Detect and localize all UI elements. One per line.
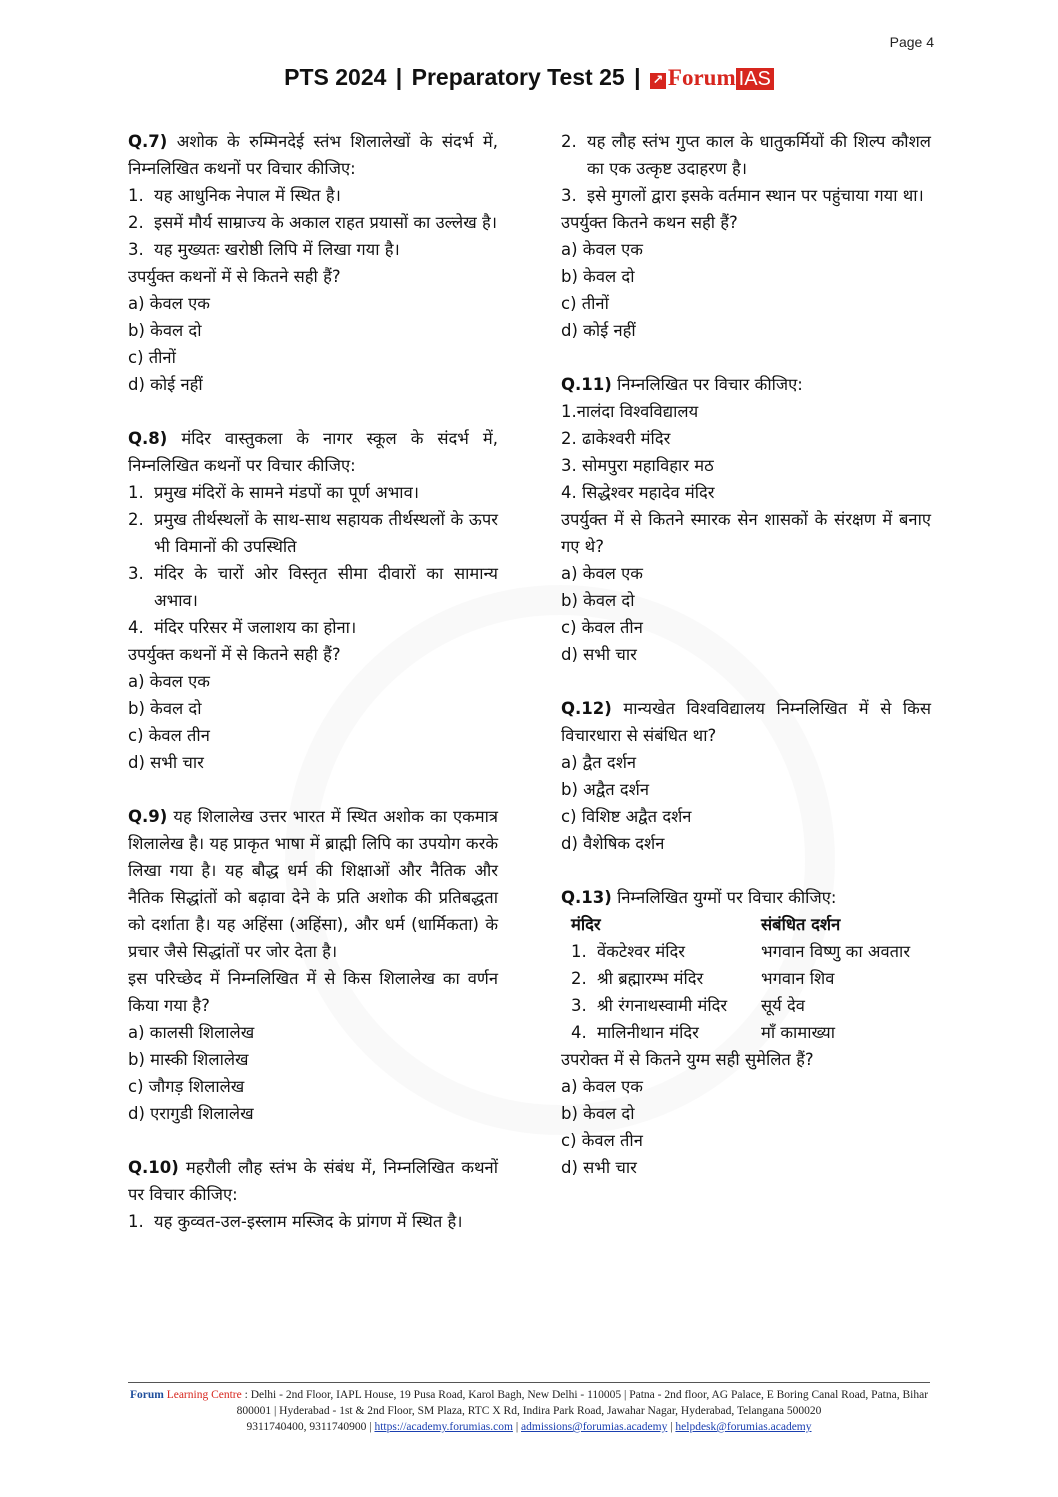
header-title-part2: Preparatory Test 25 (411, 64, 625, 90)
table-row: 2. श्री ब्रह्मारम्भ मंदिर भगवान शिव (571, 969, 835, 988)
question-stem: यह शिलालेख उत्तर भारत में स्थित अशोक का एकमात्र शिलालेख है। यह प्राकृत भाषा में ब्राह्मी लिपि का उपयोग करके लिखा गया है। यह बौद्ध धर्म की शिक्षाओं और नैतिक और नैतिक सिद्धांतों को बढ़ावा देने के प्रति अशोक की प्रतिबद्धता को दर्शाता है। यह अहिंसा (अहिंसा), और धर्म (धार्मिकता) के प्रचार जैसे सिद्धांतों पर जोर देता है। (128, 807, 498, 961)
option-c: c) केवल तीन (128, 726, 210, 745)
option-d: d) एरागुडी शिलालेख (128, 1104, 254, 1123)
table-row: 1. वेंकटेश्वर मंदिर भगवान विष्णु का अवतार (571, 942, 911, 961)
left-column (128, 128, 498, 1262)
footer-phones: 9311740400, 9311740900 | (246, 1421, 372, 1433)
question-stem: मंदिर वास्तुकला के नागर स्कूल के संदर्भ में, निम्नलिखित कथनों पर विचार कीजिए: (128, 429, 498, 475)
logo-word: Forum (667, 65, 736, 90)
question-stem: निम्नलिखित युग्मों पर विचार कीजिए: (617, 888, 837, 907)
page-header (0, 64, 1058, 91)
column-header-temple: मंदिर (571, 915, 601, 934)
question-stem: निम्नलिखित पर विचार कीजिए: (617, 375, 803, 394)
option-d: d) कोई नहीं (128, 375, 203, 394)
question-number: Q.11) (561, 375, 612, 394)
statement: 2. प्रमुख तीर्थस्थलों के साथ-साथ सहायक तीर्थस्थलों के ऊपर भी विमानों की उपस्थिति (128, 510, 498, 556)
statement: 2. यह लौह स्तंभ गुप्त काल के धातुकर्मियों की शिल्प कौशल का एक उत्कृष्ट उदाहरण है। (561, 132, 931, 178)
question-number: Q.10) (128, 1158, 179, 1177)
option-d: d) वैशेषिक दर्शन (561, 834, 665, 853)
option-b: b) केवल दो (128, 321, 202, 340)
question-ask: उपर्युक्त में से कितने स्मारक सेन शासकों के संरक्षण में बनाए गए थे? (561, 510, 931, 556)
list-item: 3. सोमपुरा महाविहार मठ (561, 456, 714, 475)
list-item: 2. ढाकेश्वरी मंदिर (561, 429, 671, 448)
option-d: d) कोई नहीं (561, 321, 636, 340)
question-stem: महरौली लौह स्तंभ के संबंध में, निम्नलिखित कथनों पर विचार कीजिए: (128, 1158, 498, 1204)
forumias-logo (650, 65, 774, 91)
question-ask: उपर्युक्त कथनों में से कितने सही हैं? (128, 267, 341, 286)
footer-address: : Delhi - 2nd Floor, IAPL House, 19 Pusa Road, Karol Bagh, New Delhi - 110005 | Patna - 2nd floor, AG Palace, E Boring Canal Road, Patna, Bihar 800001 | Hyderabad - 1st & 2nd Floor, SM Plaza, RTC X Rd, Indira Park Road, Jawahar Nagar, Hyderabad, Telangana 500020 (236, 1389, 929, 1417)
statement: 1. प्रमुख मंदिरों के सामने मंडपों का पूर्ण अभाव। (128, 483, 420, 502)
question-ask: उपर्युक्त कथनों में से कितने सही हैं? (128, 645, 341, 664)
statement: 3. यह मुख्यतः खरोष्ठी लिपि में लिखा गया है। (128, 240, 400, 259)
option-a: a) केवल एक (128, 672, 210, 691)
statement: 4. मंदिर परिसर में जलाशय का होना। (128, 618, 357, 637)
question-number: Q.8) (128, 429, 168, 448)
option-a: a) केवल एक (561, 1077, 643, 1096)
question-7 (128, 128, 498, 398)
table-row: 3. श्री रंगनाथस्वामी मंदिर सूर्य देव (571, 996, 805, 1015)
question-number: Q.12) (561, 699, 612, 718)
option-a: a) द्वैत दर्शन (561, 753, 637, 772)
option-d: d) सभी चार (561, 645, 637, 664)
option-a: a) केवल एक (128, 294, 210, 313)
option-c: c) केवल तीन (561, 618, 643, 637)
question-9 (128, 803, 498, 1127)
header-separator: | (634, 64, 641, 90)
footer-brand: Forum (129, 1389, 164, 1401)
option-c: c) विशिष्ट अद्वैत दर्शन (561, 807, 692, 826)
option-b: b) केवल दो (561, 267, 635, 286)
question-11 (561, 371, 931, 668)
arrow-up-right-icon: ↗ (650, 73, 666, 89)
question-ask: उपरोक्त में से कितने युग्म सही सुमेलित हैं? (561, 1050, 814, 1069)
question-number: Q.7) (128, 132, 168, 151)
option-b: b) अद्वैत दर्शन (561, 780, 650, 799)
list-item: 4. सिद्धेश्वर महादेव मंदिर (561, 483, 715, 502)
column-header-philosophy: संबंधित दर्शन (761, 915, 841, 934)
admissions-email-link[interactable]: admissions@forumias.academy (521, 1421, 668, 1433)
option-a: a) केवल एक (561, 564, 643, 583)
header-separator: | (395, 64, 403, 90)
option-d: d) सभी चार (128, 753, 204, 772)
question-10-part1 (128, 1154, 498, 1235)
question-10-part2 (561, 128, 931, 344)
pairs-table (571, 911, 911, 1046)
question-number: Q.13) (561, 888, 612, 907)
question-ask: उपर्युक्त कितने कथन सही हैं? (561, 213, 738, 232)
option-b: b) केवल दो (561, 1104, 635, 1123)
option-c: c) जौगड़ शिलालेख (128, 1077, 245, 1096)
question-12 (561, 695, 931, 857)
statement: 3. इसे मुगलों द्वारा इसके वर्तमान स्थान पर पहुंचाया गया था। (561, 186, 924, 205)
option-c: c) केवल तीन (561, 1131, 643, 1150)
option-c: c) तीनों (561, 294, 609, 313)
page-number: Page 4 (889, 34, 934, 50)
question-ask: इस परिच्छेद में निम्नलिखित में से किस शिलालेख का वर्णन किया गया है? (128, 969, 498, 1015)
table-row: 4. मालिनीथान मंदिर माँ कामाख्या (571, 1023, 835, 1042)
option-b: b) केवल दो (128, 699, 202, 718)
statement: 2. इसमें मौर्य साम्राज्य के अकाल राहत प्रयासों का उल्लेख है। (128, 213, 497, 232)
helpdesk-email-link[interactable]: helpdesk@forumias.academy (675, 1421, 812, 1433)
option-b: b) केवल दो (561, 591, 635, 610)
right-column (561, 128, 931, 1208)
website-link[interactable]: https://academy.forumias.com (374, 1421, 513, 1433)
question-number: Q.9) (128, 807, 168, 826)
option-b: b) मास्की शिलालेख (128, 1050, 249, 1069)
page-footer: Forum Learning Centre : Delhi - 2nd Floor, IAPL House, 19 Pusa Road, Karol Bagh, New Delhi - 110005 | Patna - 2nd floor, AG Palace, E Boring Canal Road, Patna, Bihar 800001 | Hyderabad - 1st & 2nd Floor, SM Plaza, RTC X Rd, Indira Park Road, Jawahar Nagar, Hyderabad, Telangana 500020 9311740400, 9311740900 | https://academy.forumias.com | admissions@forumias.academy | helpdesk@forumias.academy (128, 1382, 930, 1435)
question-stem: अशोक के रुम्मिनदेई स्तंभ शिलालेखों के संदर्भ में, निम्नलिखित कथनों पर विचार कीजिए: (128, 132, 498, 178)
option-a: a) केवल एक (561, 240, 643, 259)
option-a: a) कालसी शिलालेख (128, 1023, 255, 1042)
footer-brand-suffix: Learning Centre (166, 1389, 242, 1401)
question-stem: मान्यखेत विश्वविद्यालय निम्नलिखित में से किस विचारधारा से संबंधित था? (561, 699, 932, 745)
statement: 1. यह कुव्वत-उल-इस्लाम मस्जिद के प्रांगण में स्थित है। (128, 1212, 463, 1231)
logo-suffix: IAS (736, 68, 774, 90)
question-13 (561, 884, 931, 1181)
question-8 (128, 425, 498, 776)
list-item: 1.नालंदा विश्वविद्यालय (561, 402, 699, 421)
header-title-part1: PTS 2024 (284, 64, 387, 90)
statement: 1. यह आधुनिक नेपाल में स्थित है। (128, 186, 341, 205)
option-c: c) तीनों (128, 348, 176, 367)
option-d: d) सभी चार (561, 1158, 637, 1177)
statement: 3. मंदिर के चारों ओर विस्तृत सीमा दीवारों का सामान्य अभाव। (128, 564, 498, 610)
